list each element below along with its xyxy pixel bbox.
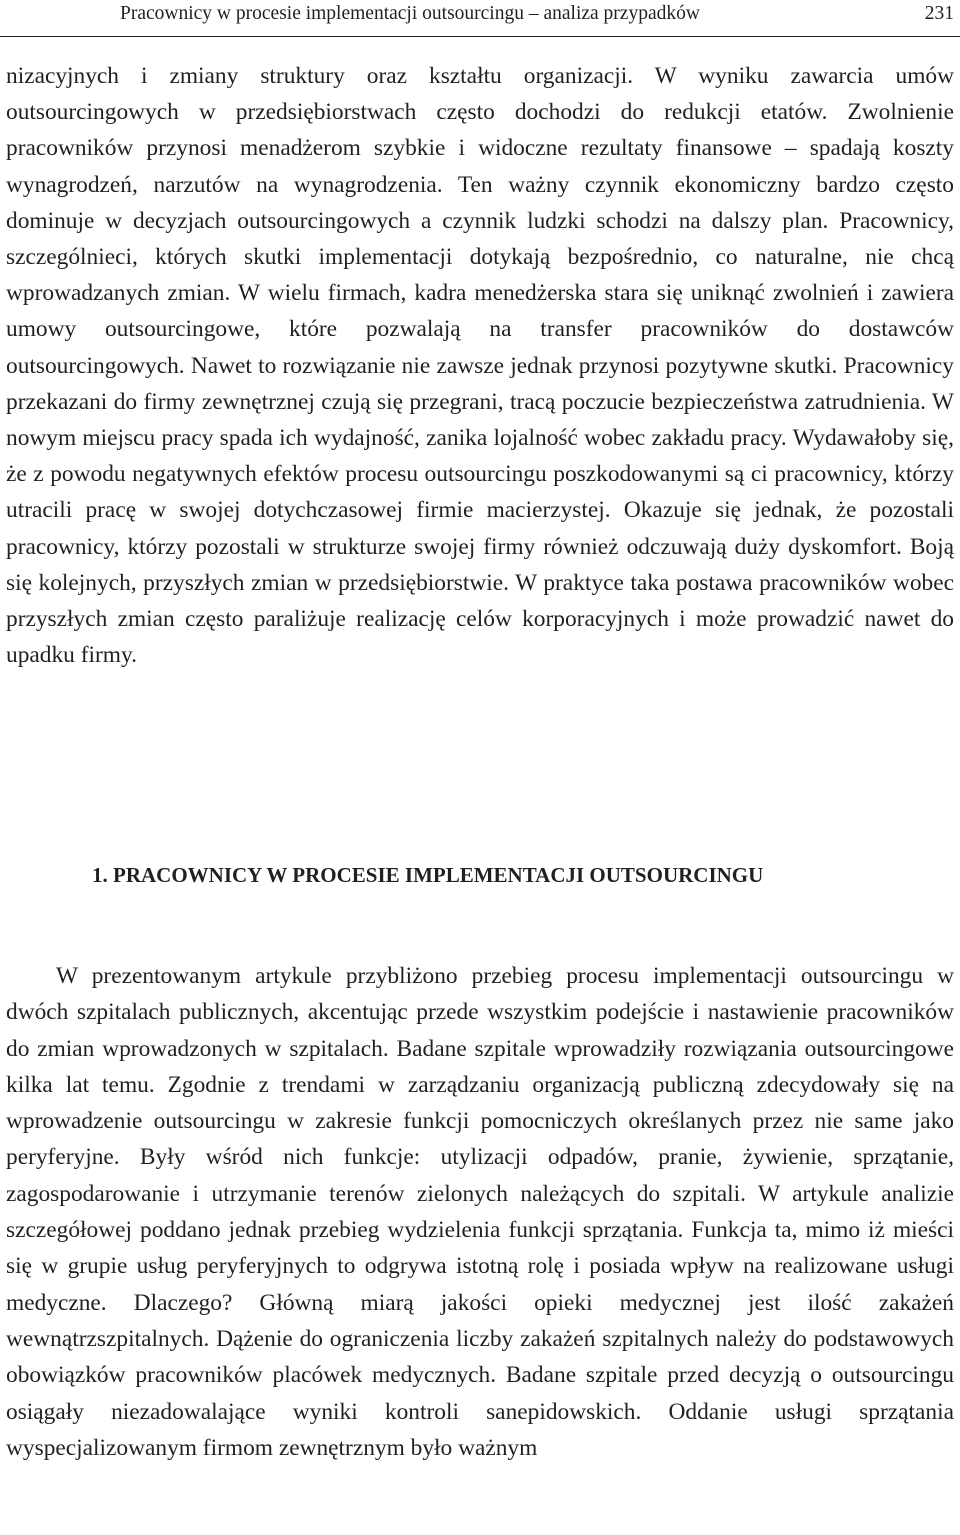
running-head-title: Pracownicy w procesie implementacji outsourcingu – analiza przypadków	[120, 3, 700, 24]
body-paragraph-1	[6, 58, 954, 673]
paragraph-text: nizacyjnych i zmiany struktury oraz kształtu organizacji. W wyniku zawarcia umów outsourcingowych w przedsiębiorstwach często dochodzi do redukcji etatów. Zwolnienie pracowników przynosi menadżerom szybkie i widoczne rezultaty finansowe – spadają koszty wynagrodzeń, narzutów na wynagrodzenia. Ten ważny czynnik ekonomiczny bardzo często dominuje w decyzjach outsourcingowych a czynnik ludzki schodzi na dalszy plan. Pracownicy, szczególnieci, których skutki implementacji dotykają bezpośrednio, co naturalne, nie chcą wprowadzanych zmian. W wielu firmach, kadra menedżerska stara się uniknąć zwolnień i zawiera umowy outsourcingowe, które pozwalają na transfer pracowników do dostawców outsourcingowych. Nawet to rozwiązanie nie zawsze jednak przynosi pozytywne skutki. Pracownicy przekazani do firmy zewnętrznej czują się przegrani, tracą poczucie bezpieczeństwa zatrudnienia. W nowym miejscu pracy spada ich wydajność, zanika lojalność wobec zakładu pracy. Wydawałoby się, że z powodu negatywnych efektów procesu outsourcingu poszkodowanymi są ci pracownicy, którzy utracili pracę w swojej dotychczasowej firmie macierzystej. Okazuje się jednak, że pozostali pracownicy, którzy pozostali w strukturze swojej firmy również odczuwają duży dyskomfort. Boją się kolejnych, przyszłych zmian w przedsiębiorstwie. W praktyce taka postawa pracowników wobec przyszłych zmian często paraliżuje realizację celów korporacyjnych i może prowadzić nawet do upadku firmy.	[6, 63, 954, 669]
header-rule	[0, 36, 960, 37]
paragraph-text: W prezentowanym artykule przybliżono przebieg procesu implementacji outsourcingu w dwóch szpitalach publicznych, akcentując przede wszystkim podejście i nastawienie pracowników do zmian wprowadzonych w szpitalach. Badane szpitale wprowadziły rozwiązania outsourcingowe kilka lat temu. Zgodnie z trendami w zarządzaniu organizacją publiczną zdecydowały się na wprowadzenie outsourcingu w zakresie funkcji pomocniczych określanych przez nie same jako peryferyjne. Były wśród nich funkcje: utylizacji odpadów, pranie, żywienie, sprzątanie, zagospodarowanie i utrzymanie terenów zielonych należących do szpitali. W artykule analizie szczegółowej poddano jednak przebieg wydzielenia funkcji sprzątania. Funkcja ta, mimo iż mieści się w grupie usług peryferyjnych to odgrywa istotną rolę i posiada wpływ na realizowane usługi medyczne. Dlaczego? Główną miarą jakości opieki medycznej jest ilość zakażeń wewnątrzszpitalnych. Dążenie do ograniczenia liczby zakażeń szpitalnych należy do podstawowych obowiązków pracowników placówek medycznych. Badane szpitale przed decyzją o outsourcingu osiągały niezadowalające wyniki kontroli sanepidowskich. Oddanie usługi sprzątania wyspecjalizowanym firmom zewnętrznym było ważnym	[6, 963, 954, 1461]
running-head	[0, 2, 960, 36]
body-paragraph-2	[6, 958, 954, 1466]
section-heading: 1. PRACOWNICY W PROCESIE IMPLEMENTACJI OUTSOURCINGU	[92, 863, 764, 887]
page-number: 231	[924, 3, 954, 24]
